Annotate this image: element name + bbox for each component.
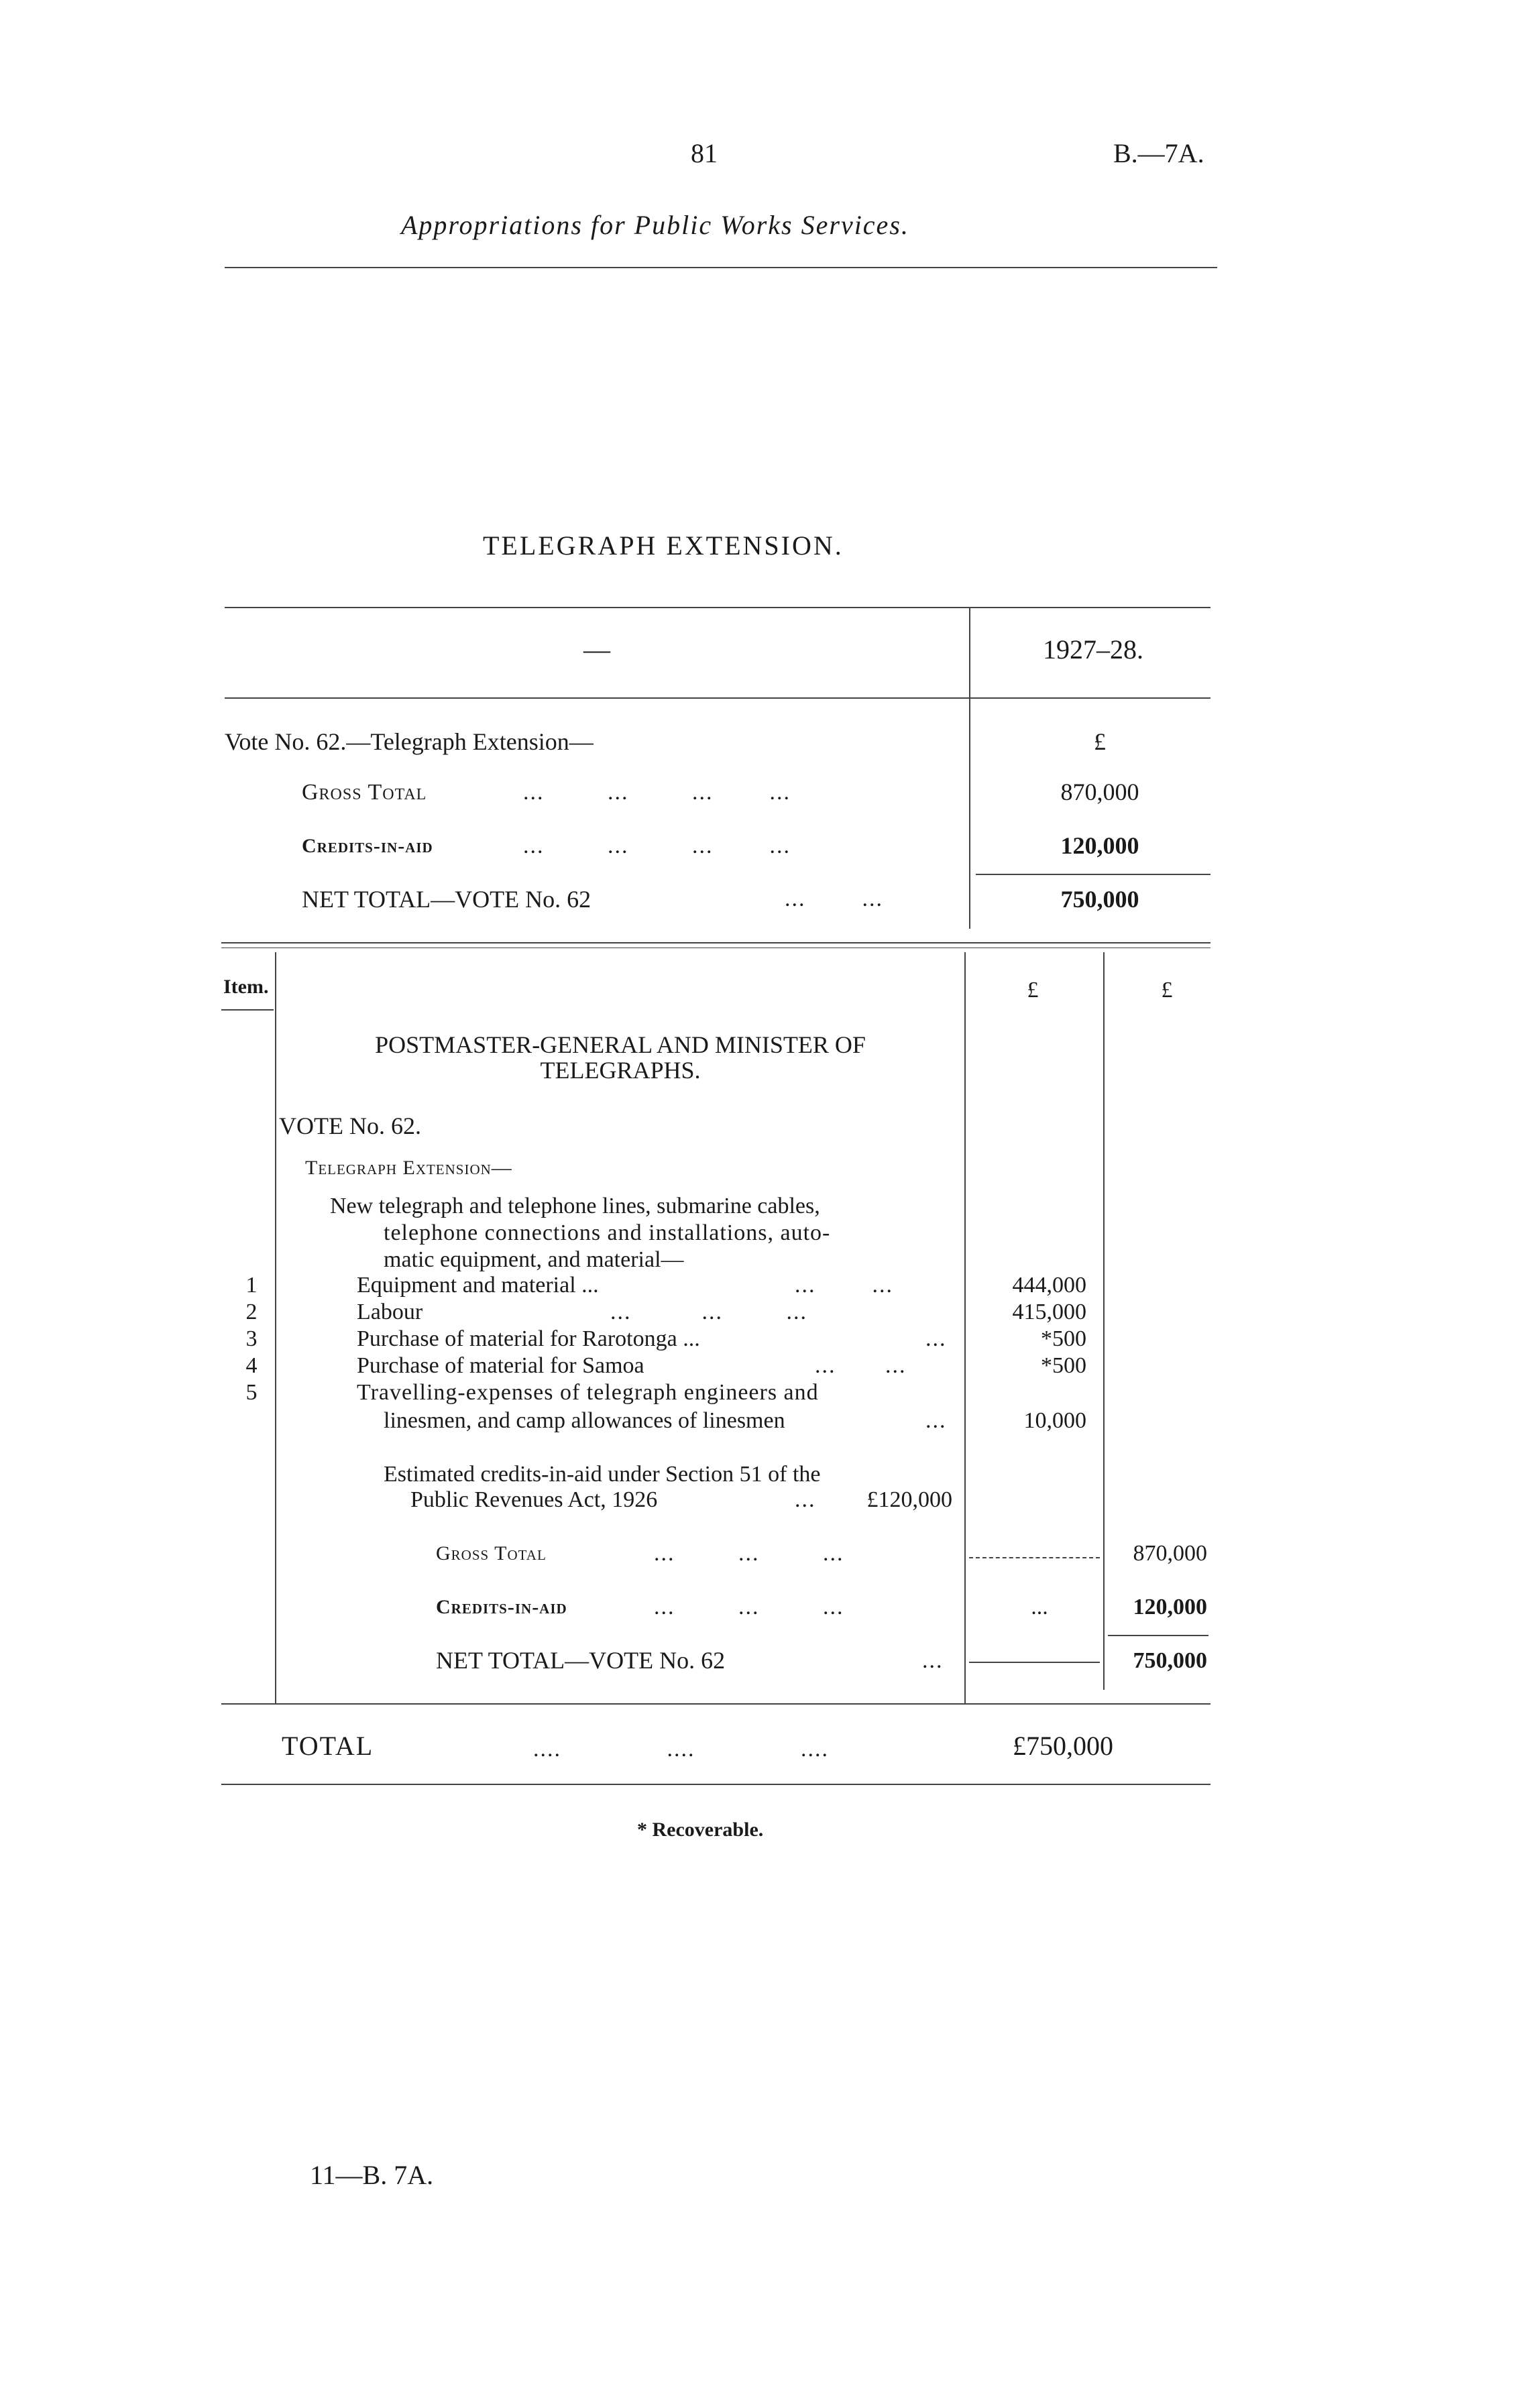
grand-total-dots: .... .... .... xyxy=(533,1737,829,1762)
item-number: 2 xyxy=(245,1300,258,1324)
summary-credits-label: Credits-in-aid xyxy=(302,835,433,857)
detail-credits-mid: ... xyxy=(1031,1595,1048,1619)
item-number: 4 xyxy=(245,1353,258,1378)
detail-credits-value: 120,000 xyxy=(1133,1595,1207,1619)
detail-gross-label: Gross Total xyxy=(436,1542,547,1564)
summary-credits-value: 120,000 xyxy=(1060,832,1139,859)
summary-gross-dots: ... ... ... ... xyxy=(523,780,791,805)
credits-note-amount: £120,000 xyxy=(866,1487,952,1512)
item-dots: ... ... xyxy=(815,1353,907,1378)
summary-net-value: 750,000 xyxy=(1060,886,1139,913)
summary-column-year: 1927–28. xyxy=(1043,634,1143,665)
credits-note-dots: ... xyxy=(795,1487,816,1512)
footer-reference: 11—B. 7A. xyxy=(310,2160,434,2190)
item-dots: ... ... xyxy=(795,1273,893,1298)
detail-credits-dots: ... ... ... xyxy=(654,1595,844,1619)
item-value: 415,000 xyxy=(1012,1300,1086,1324)
item-column-header: Item. xyxy=(223,976,269,998)
summary-net-dots: ... ... xyxy=(785,886,883,911)
item-dots: ... xyxy=(925,1408,947,1433)
running-title: Appropriations for Public Works Services. xyxy=(401,210,909,240)
detail-gross-dots: ... ... ... xyxy=(654,1541,844,1566)
summary-gross-label: Gross Total xyxy=(302,780,427,805)
item-value: *500 xyxy=(1041,1326,1086,1351)
gross-subtotal-rule xyxy=(969,1557,1100,1558)
ministry-heading-line2: TELEGRAPHS. xyxy=(540,1057,701,1084)
vote-number: VOTE No. 62. xyxy=(279,1112,421,1139)
item-label: Labour xyxy=(357,1300,423,1324)
detail-gross-value: 870,000 xyxy=(1133,1541,1207,1566)
grand-total-value: £750,000 xyxy=(1013,1731,1113,1761)
item-label: Purchase of material for Rarotonga ... xyxy=(357,1326,700,1351)
summary-column-dash: — xyxy=(583,634,610,665)
item-value: 444,000 xyxy=(1012,1273,1086,1298)
item-number: 5 xyxy=(245,1380,258,1405)
detail-currency-1: £ xyxy=(1027,978,1039,1002)
item-number: 1 xyxy=(245,1273,258,1298)
detail-net-label: NET TOTAL—VOTE No. 62 xyxy=(436,1647,726,1674)
item-label: Travelling-expenses of telegraph engineers and xyxy=(357,1380,819,1405)
detail-net-dots: ... xyxy=(922,1648,944,1673)
item-dots: ... ... ... xyxy=(610,1300,807,1324)
description-line-2: telephone connections and installations, auto- xyxy=(384,1220,831,1245)
detail-credits-label: Credits-in-aid xyxy=(436,1596,567,1618)
item-value: 10,000 xyxy=(1023,1408,1086,1433)
section-title: TELEGRAPH EXTENSION. xyxy=(483,530,844,561)
credits-note-line-2: Public Revenues Act, 1926 xyxy=(410,1487,658,1512)
vote-line: Vote No. 62.—Telegraph Extension— xyxy=(225,728,594,755)
description-line-3: matic equipment, and material— xyxy=(384,1247,684,1272)
page-number: 81 xyxy=(691,138,718,168)
grand-total-label: TOTAL xyxy=(282,1731,374,1761)
item-label-continued: linesmen, and camp allowances of linesmen xyxy=(384,1408,785,1433)
subhead-telegraph-extension: Telegraph Extension— xyxy=(305,1157,512,1179)
description-line-1: New telegraph and telephone lines, submarine cables, xyxy=(330,1194,820,1218)
summary-credits-dots: ... ... ... ... xyxy=(523,834,791,858)
summary-currency: £ xyxy=(1094,728,1106,755)
footnote: * Recoverable. xyxy=(637,1819,764,1841)
credits-note-line-1: Estimated credits-in-aid under Section 51 of the xyxy=(384,1462,821,1487)
item-label: Equipment and material ... xyxy=(357,1273,599,1298)
summary-net-label: NET TOTAL—VOTE No. 62 xyxy=(302,886,592,913)
header-rule xyxy=(225,267,1217,268)
summary-gross-value: 870,000 xyxy=(1060,779,1139,805)
detail-currency-2: £ xyxy=(1161,978,1173,1002)
item-value: *500 xyxy=(1041,1353,1086,1378)
item-label: Purchase of material for Samoa xyxy=(357,1353,644,1378)
detail-net-value: 750,000 xyxy=(1133,1648,1207,1673)
document-reference: B.—7A. xyxy=(1113,138,1204,168)
item-number: 3 xyxy=(245,1326,258,1351)
ministry-heading-line1: POSTMASTER-GENERAL AND MINISTER OF xyxy=(375,1031,866,1058)
item-dots: ... xyxy=(925,1326,947,1351)
